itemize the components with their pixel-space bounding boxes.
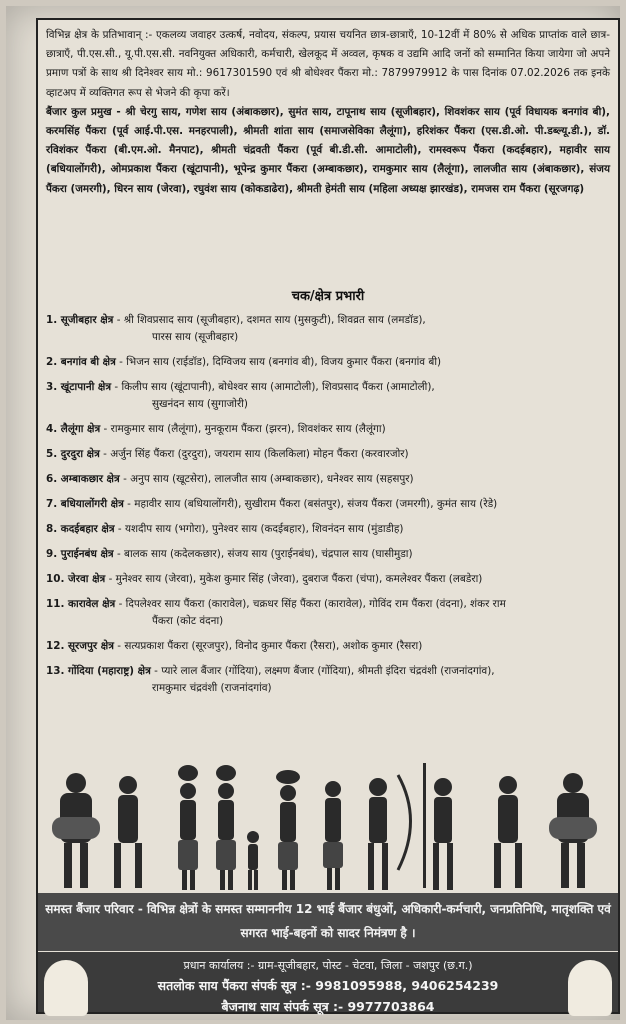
area-members: - प्यारे लाल बैंजार (गोंदिया), लक्ष्मण बैंजार (गोंदिया), श्रीमती इंदिरा चंद्रवंशी (राजनांदगांव), (154, 665, 495, 677)
incharge-row (46, 312, 610, 346)
footer-contact (38, 952, 618, 1012)
area-members: - भिजन साय (राईडॉड), दिग्विजय साय (बनगांव बी), विजय कुमार पैंकरा (बनगांव बी) (119, 356, 442, 368)
incharge-row (46, 546, 610, 563)
area-label: 4. लैलूंगा क्षेत्र (46, 423, 101, 435)
area-label: 13. गोंदिया (महाराष्ट्र) क्षेत्र (46, 665, 151, 677)
intro-text (46, 26, 610, 199)
area-members: - महावीर साय (बधियालोंगरी), सुखीराम पैंकरा (बसंतपुर), संजय पैंकरा (जमरगी), कुमंत साय (रेडे) (127, 498, 498, 510)
area-members-continued: पैंकरा (कोट वंदना) (152, 615, 224, 627)
drummer-figure-right (549, 773, 597, 888)
area-label: 5. दुरदुरा क्षेत्र (46, 448, 100, 460)
incharge-row (46, 596, 610, 630)
section-heading: चक/क्षेत्र प्रभारी (291, 289, 365, 304)
area-members: - रामकुमार साय (लैलूंगा), मुनकूराम पैंकरा (झरन), शिवशंकर साय (लैलूंगा) (103, 423, 386, 435)
area-members: - बालक साय (कदेलकछार), संजय साय (पुराईनबंध), चंद्रपाल साय (घासीमुडा) (116, 548, 413, 560)
archer-figure (368, 775, 411, 890)
area-label: 7. बधियालोंगरी क्षेत्र (46, 498, 124, 510)
incharge-row (46, 354, 610, 371)
incharge-row (46, 421, 610, 438)
area-label: 6. अम्बाकछार क्षेत्र (46, 473, 120, 485)
area-members-continued: पारस साय (सूजीबहार) (152, 331, 239, 343)
area-label: 9. पुराईनबंध क्षेत्र (46, 548, 114, 560)
area-members: - अनुप साय (खूटसेरा), लालजीत साय (अम्बाकछार), धनेश्वर साय (सहसपुर) (123, 473, 414, 485)
drummer-figure-left (52, 773, 100, 888)
tribal-figures-illustration (38, 755, 618, 895)
announcement-box (36, 18, 620, 1014)
incharge-row (46, 521, 610, 538)
incharge-row (46, 571, 610, 588)
area-members: - दिपलेश्वर साय पैंकरा (कारावेल), चक्रधर सिंह पैंकरा (कारावेल), गोविंद राम पैंकरा (वंदना), शंकर राम (118, 598, 506, 610)
area-label: 8. कदईबहार क्षेत्र (46, 523, 115, 535)
incharge-row (46, 638, 610, 655)
dancer-figure-1 (114, 776, 142, 888)
lady-illustration-right (568, 960, 612, 1016)
area-members-continued: रामकुमार चंद्रवंशी (राजनांदगांव) (152, 682, 272, 694)
area-members: - किलीप साय (खूंटापानी), बोधेश्वर साय (आमाटोली), शिवप्रसाद पैंकरा (आमाटोली), (114, 381, 435, 393)
newspaper-page (6, 6, 620, 1020)
area-members: - अर्जुन सिंह पैंकरा (दुरदुरा), जयराम साय (किलकिला) मोहन पैंकरा (करवारजोर) (103, 448, 409, 460)
incharge-row (46, 446, 610, 463)
area-members-continued: सुखनंदन साय (सुगाजोरी) (152, 398, 248, 410)
dancer-figure-2 (323, 781, 343, 890)
pot-carrier-figure-2 (216, 765, 236, 890)
pot-carrier-figure-1 (178, 765, 198, 890)
invitation-banner: समस्त बैंजार परिवार - विभिन्न क्षेत्रों के समस्त सम्माननीय 12 भाई बैंजार बंधुओं, अधिकारी-कर्मचारी, जनप्रतिनिधि, मातृशक्ति एवं सगरत भाई-बहनों को सादर निमंत्रण है । (38, 893, 618, 951)
pot-carrier-figure-3 (276, 770, 300, 890)
area-label: 10. जेरवा क्षेत्र (46, 573, 106, 585)
area-label: 1. सूजीबहार क्षेत्र (46, 314, 114, 326)
area-members: - श्री शिवप्रसाद साय (सूजीबहार), दशमत साय (मुसकुटी), शिवव्रत साय (लमडॉड), (116, 314, 426, 326)
area-members: - मुनेश्वर साय (जेरवा), मुकेश कुमार सिंह (जेरवा), दुबराज पैंकरा (चंपा), कमलेश्वर पैंकरा (लबडेरा) (108, 573, 483, 585)
intro-paragraph-1: विभिन्न क्षेत्र के प्रतिभावान् :- एकलव्य जवाहर उत्कर्ष, नवोदय, संकल्प, प्रयास चयनित छात्र-छात्राएँ, 10-12वीं में 80% से अधिक प्राप्तांक वाले छात्र-छात्राएँ, पी.एस.सी., यू.पी.एस.सी. नवनियुक्त अधिकारी, कर्मचारी, खेलकूद में अव्वल, कृषक व उद्यमि आदि जनों को सम्मानित किया जायेगा जो अपने प्रमाण पत्रों के साथ श्री दिनेश्वर साय मो.: 9617301590 एवं श्री बोधेश्वर पैंकरा मो.: 7879979912 के पास दिनांक 07.02.2026 तक इनके व्हाटअप में व्यक्तिगत रूप से भेजने की कृपा करें। (46, 29, 610, 99)
incharge-row (46, 496, 610, 513)
area-label: 11. कारावेल क्षेत्र (46, 598, 116, 610)
area-label: 2. बनगांव बी क्षेत्र (46, 356, 116, 368)
office-address: प्रधान कार्यालय :- ग्राम-सूजीबहार, पोस्ट - चेटवा, जिला - जशपुर (छ.ग.) (183, 959, 473, 972)
contact-line-1: सतलोक साय पैंकरा संपर्क सूत्र :- 9981095988, 9406254239 (157, 978, 499, 993)
area-label: 12. सूरजपुर क्षेत्र (46, 640, 114, 652)
lady-illustration-left (44, 960, 88, 1016)
incharge-row (46, 471, 610, 488)
dancer-figure-3 (494, 776, 522, 888)
area-members: - सत्यप्रकाश पैंकरा (सूरजपुर), विनोद कुमार पैंकरा (रैसरा), अशोक कुमार (रैसरा) (117, 640, 423, 652)
incharge-row (46, 663, 610, 697)
intro-paragraph-2: बैंजार कुल प्रमुख - श्री चेरगु साय, गणेश साय (अंबाकछार), सुमंत साय, टापूनाथ साय (सूजीबहार), शिवशंकर साय (पूर्व विधायक बनगांव बी), करमसिंह पैंकरा (पूर्व आई.पी.एस. मनहरपाली), श्रीमती शांता साय (समाजसेविका लैलूंगा), हरिशंकर पैंकरा (एस.डी.ओ. पी.डब्ल्यू.डी.), डॉ. रविशंकर पैंकरा (बी.एम.ओ. मैनपाट), श्रीमती चंद्रवती पैंकरा (पूर्व बी.डी.सी. आमाटोली), रामस्वरूप पैंकरा (कदईबहार), महावीर साय (बधियालोंगरी), ओमप्रकाश पैंकरा (खूंटापानी), भूपेन्द्र कुमार पैंकरा (अम्बाकछार), रामकुमार साय (लैलूंगा), लालजीत साय (अंबाकछार), संजय पैंकरा (जमरगी), धिरन साय (जेरवा), रघुवंश साय (कोकडाढेरा), श्रीमती हेमंती साय (महिला अध्यक्ष झारखंड), रामजस राम पैंकरा (सूरजगढ़) (46, 105, 610, 195)
incharge-row (46, 379, 610, 413)
area-members: - यशदीप साय (भगोरा), पुनेश्वर साय (कदईबहार), शिवनंदन साय (मुंडाडीह) (117, 523, 404, 535)
child-figure (247, 831, 259, 890)
spear-figure (423, 763, 453, 890)
area-label: 3. खूंटापानी क्षेत्र (46, 381, 112, 393)
contact-line-2: बैजनाथ साय संपर्क सूत्र :- 9977703864 (221, 999, 435, 1014)
incharge-list (46, 312, 610, 705)
